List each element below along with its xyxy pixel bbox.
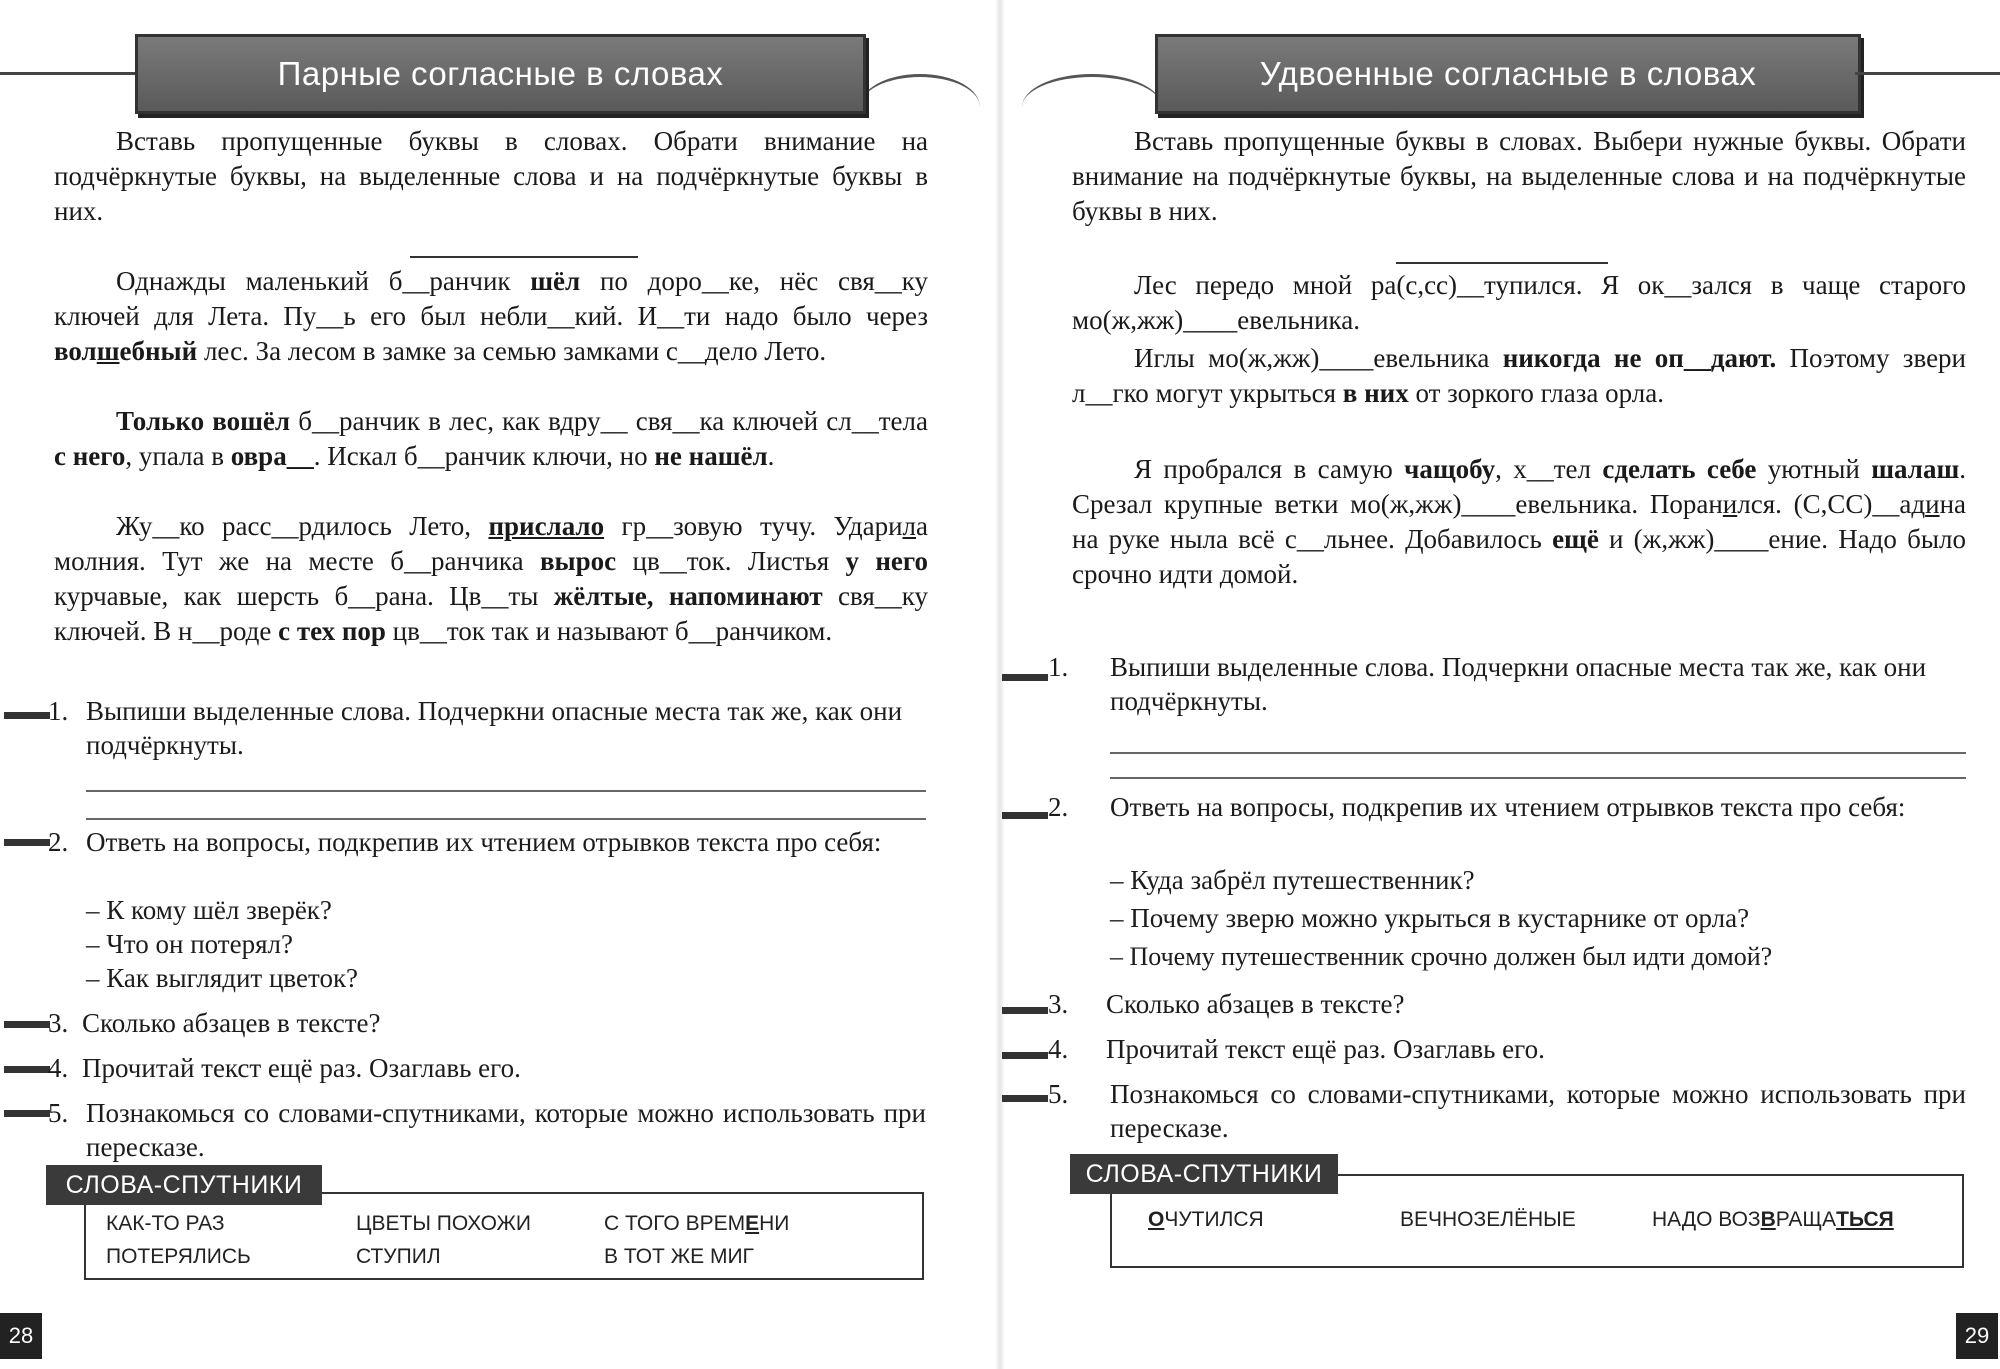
task-number: 4. xyxy=(48,1053,69,1083)
task-number: 5. xyxy=(48,1098,69,1128)
task-text: Сколько абзацев в тексте? xyxy=(1106,989,1405,1019)
title-rule xyxy=(860,74,980,107)
story-paragraph: Я пробрался в самую чащобу, х__тел сделать себе уютный шалаш. Срезал крупные ветки мо(ж,жж)____евельника. Поранился. (С,СС)__адина на руке ныла всё с__льнее. Добавилось ещё и (ж,жж)____ение. Надо было срочно идти домой. xyxy=(1072,454,1966,589)
separator xyxy=(1396,262,1608,264)
story-paragraph: Однажды маленький б__ранчик шёл по доро__ке, нёс свя__ку ключей для Лета. Пу__ь его был небли__кий. И__ти надо было через волшебный лес. За лесом в замке за семью замками с__дело Лето. xyxy=(54,266,928,366)
task-number: 4. xyxy=(1048,1034,1069,1064)
question: – Почему зверю можно укрыться в кустарнике от орла? xyxy=(1110,903,1750,933)
companion-word: НАДО ВОЗВРАЩАТЬСЯ xyxy=(1652,1208,1894,1231)
task-number: 2. xyxy=(1048,792,1069,822)
title-rule xyxy=(0,72,135,75)
task-marker xyxy=(1002,812,1048,819)
question: – Что он потерял? xyxy=(86,929,293,959)
right-page xyxy=(1010,0,2000,1369)
task-text: Выпиши выделенные слова. Подчеркни опасные места так же, как они подчёркнуты. xyxy=(86,696,903,760)
instruction: Вставь пропущенные буквы в словах. Обрати внимание на подчёркнутые буквы, на выделенные слова и на подчёркнутые буквы в них. xyxy=(54,126,928,226)
question: – Как выглядит цветок? xyxy=(86,963,359,993)
page-number: 28 xyxy=(0,1313,42,1359)
task-text: Ответь на вопросы, подкрепив их чтением отрывков текста про себя: xyxy=(1110,792,1906,822)
companion-word: КАК-ТО РАЗ xyxy=(106,1212,225,1235)
task-text: Ответь на вопросы, подкрепив их чтением отрывков текста про себя: xyxy=(86,827,882,857)
book-spine xyxy=(995,0,1005,1369)
task-number: 1. xyxy=(48,696,69,726)
answer-line[interactable] xyxy=(1110,752,1966,754)
task-number: 1. xyxy=(1048,652,1069,682)
question: – К кому шёл зверёк? xyxy=(86,895,332,925)
separator xyxy=(410,256,638,258)
companion-word: В ТОТ ЖЕ МИГ xyxy=(604,1245,754,1268)
task-marker xyxy=(1002,1052,1048,1059)
task-number: 5. xyxy=(1048,1079,1069,1109)
task-marker xyxy=(1002,1007,1048,1014)
companion-word: ВЕЧНОЗЕЛЁНЫЕ xyxy=(1400,1208,1576,1231)
task-marker xyxy=(1002,674,1048,681)
companion-word: С ТОГО ВРЕМЕНИ xyxy=(604,1212,790,1235)
title-rule xyxy=(1022,74,1162,107)
task-marker xyxy=(4,839,50,846)
answer-line[interactable] xyxy=(86,818,926,820)
task-marker xyxy=(4,1021,50,1028)
companion-word: СТУПИЛ xyxy=(356,1245,441,1268)
title-block xyxy=(0,28,990,120)
page-number: 29 xyxy=(1956,1313,1998,1359)
story-paragraph: Лес передо мной ра(с,сс)__тупился. Я ок__зался в чаще старого мо(ж,жж)____евельника. xyxy=(1072,270,1966,335)
task-text: Сколько абзацев в тексте? xyxy=(82,1008,381,1038)
page-title: Удвоенные согласные в словах xyxy=(1155,34,1861,114)
answer-line[interactable] xyxy=(86,790,926,792)
task-text: Выпиши выделенные слова. Подчеркни опасные места так же, как они подчёркнуты. xyxy=(1110,652,1927,716)
task-number: 3. xyxy=(48,1008,69,1038)
answer-line[interactable] xyxy=(1110,777,1966,779)
story-paragraph: Иглы мо(ж,жж)____евельника никогда не оп__дают. Поэтому звери л__гко могут укрыться в них от зоркого глаза орла. xyxy=(1072,343,1966,408)
task-number: 3. xyxy=(1048,989,1069,1019)
words-box-title: СЛОВА-СПУТНИКИ xyxy=(1070,1154,1338,1194)
task-marker xyxy=(4,712,50,719)
task-text: Прочитай текст ещё раз. Озаглавь его. xyxy=(82,1053,521,1083)
page-title: Парные согласные в словах xyxy=(135,34,866,114)
question: – Почему путешественник срочно должен был идти домой? xyxy=(1110,942,1773,971)
title-block xyxy=(1010,28,2000,120)
question: – Куда забрёл путешественник? xyxy=(1110,865,1475,895)
companion-word: ЦВЕТЫ ПОХОЖИ xyxy=(356,1212,531,1235)
title-rule xyxy=(1855,72,2000,75)
companion-word: ОЧУТИЛСЯ xyxy=(1148,1208,1264,1231)
task-text: Прочитай текст ещё раз. Озаглавь его. xyxy=(1106,1034,1545,1064)
task-marker xyxy=(4,1066,50,1073)
task-text: Познакомься со словами-спутниками, которые можно использовать при пересказе. xyxy=(1110,1079,1966,1143)
left-page xyxy=(0,0,990,1369)
task-text: Познакомься со словами-спутниками, которые можно использовать при пересказе. xyxy=(86,1098,926,1162)
task-marker xyxy=(1002,1095,1048,1102)
instruction: Вставь пропущенные буквы в словах. Выбери нужные буквы. Обрати внимание на подчёркнутые буквы, на выделенные слова и на подчёркнутые буквы в них. xyxy=(1072,126,1966,226)
task-marker xyxy=(4,1110,50,1117)
words-box-title: СЛОВА-СПУТНИКИ xyxy=(46,1165,322,1205)
task-number: 2. xyxy=(48,827,69,857)
story-paragraph: Жу__ко расс__рдилось Лето, прислало гр__зовую тучу. Ударила молния. Тут же на месте б__ранчика вырос цв__ток. Листья у него курчавые, как шерсть б__рана. Цв__ты жёлтые, напоминают свя__ку ключей. В н__роде с тех пор цв__ток так и называют б__ранчиком. xyxy=(54,511,929,646)
companion-word: ПОТЕРЯЛИСЬ xyxy=(106,1245,251,1268)
story-paragraph: Только вошёл б__ранчик в лес, как вдру__ свя__ка ключей сл__тела с него, упала в овра__. Искал б__ранчик ключи, но не нашёл. xyxy=(54,406,928,471)
